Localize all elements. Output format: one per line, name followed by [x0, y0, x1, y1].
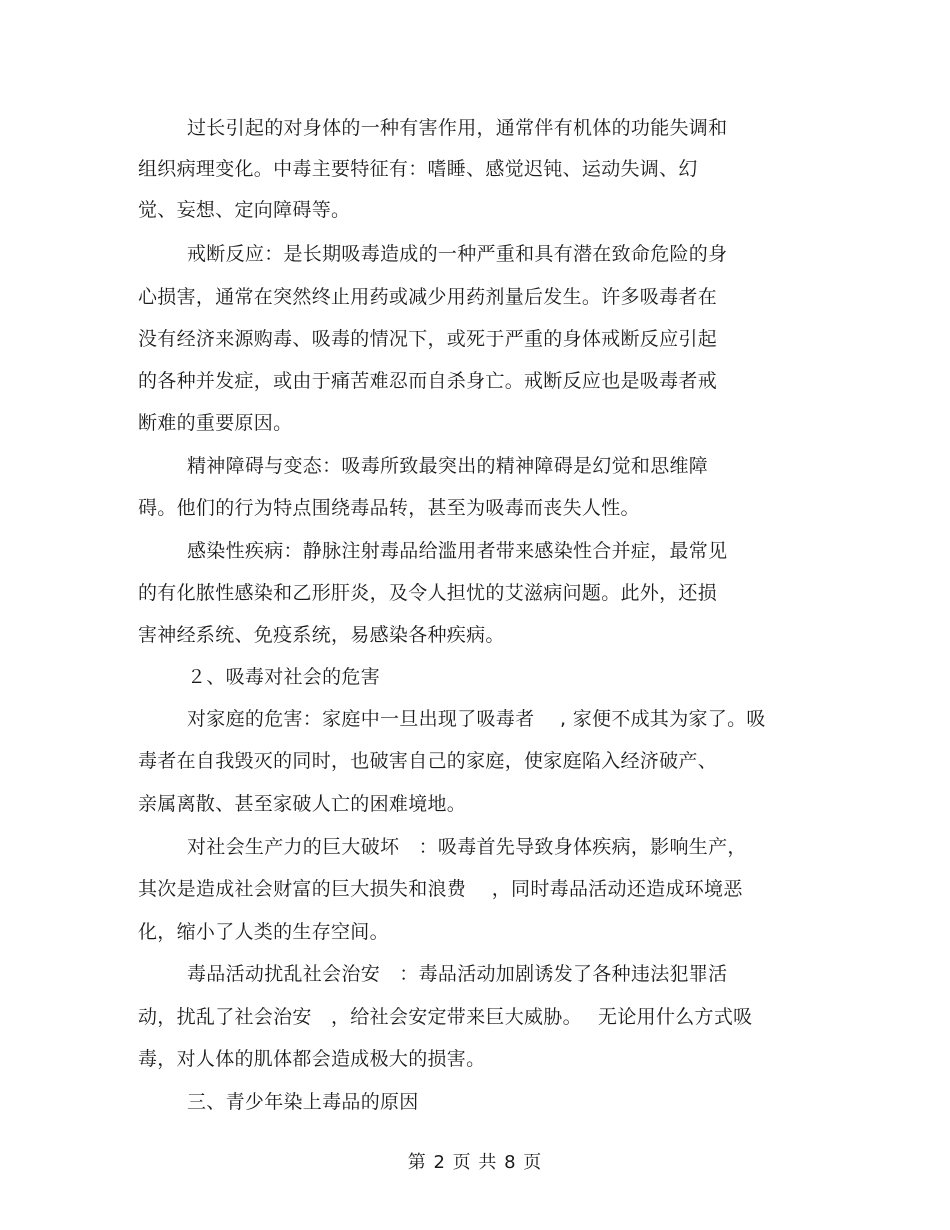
text-line: 没有经济来源购毒、吸毒的情况下，或死于严重的身体戒断反应引起 [138, 328, 718, 350]
text-line: 碍。他们的行为特点围绕毒品转，甚至为吸毒而丧失人性。 [138, 497, 640, 519]
text-line: 毒品活动扰乱社会治安 ：毒品活动加剧诱发了各种违法犯罪活 [187, 963, 728, 985]
text-line: 化，缩小了人类的生存空间。 [138, 921, 389, 943]
text-line: 其次是造成社会财富的巨大损失和浪费 ，同时毒品活动还造成环境恶 [138, 878, 743, 900]
text-line: 心损害，通常在突然终止用药或减少用药剂量后发生。许多吸毒者在 [138, 286, 718, 308]
text-line: 毒，对人体的肌体都会造成极大的损害。 [138, 1048, 486, 1070]
page-number-footer: 第 2 页 共 8 页 [407, 1152, 543, 1173]
section-heading: ２、吸毒对社会的危害 [187, 666, 381, 688]
text-line: 对家庭的危害：家庭中一旦出现了吸毒者 , 家便不成其为家了。吸 [187, 708, 766, 730]
text-line: 对社会生产力的巨大破坏 ：吸毒首先导致身体疾病，影响生产， [187, 836, 747, 858]
text-line: 的有化脓性感染和乙形肝炎，及令人担忧的艾滋病问题。此外，还损 [138, 582, 718, 604]
text-line: 断难的重要原因。 [138, 412, 293, 434]
text-line: 觉、妄想、定向障碍等。 [138, 199, 351, 221]
text-line: 精神障碍与变态：吸毒所致最突出的精神障碍是幻觉和思维障 [187, 455, 709, 477]
text-line: 戒断反应：是长期吸毒造成的一种严重和具有潜在致命危险的身 [187, 243, 728, 265]
text-line: 动，扰乱了社会治安 ，给社会安定带来巨大威胁。 无论用什么方式吸 [138, 1006, 753, 1028]
text-line: 感染性疾病：静脉注射毒品给滥用者带来感染性合并症，最常见 [187, 540, 728, 562]
text-line: 害神经系统、免疫系统，易感染各种疾病。 [138, 624, 505, 646]
text-line: 的各种并发症，或由于痛苦难忍而自杀身亡。戒断反应也是吸毒者戒 [138, 370, 718, 392]
text-line: 毒者在自我毁灭的同时，也破害自己的家庭，使家庭陷入经济破产、 [138, 750, 718, 772]
text-line: 亲属离散、甚至家破人亡的困难境地。 [138, 793, 467, 815]
text-line: 过长引起的对身体的一种有害作用，通常伴有机体的功能失调和 [187, 117, 728, 139]
text-line: 组织病理变化。中毒主要特征有：嗜睡、感觉迟钝、运动失调、幻 [138, 158, 698, 180]
section-heading: 三、青少年染上毒品的原因 [187, 1091, 419, 1113]
